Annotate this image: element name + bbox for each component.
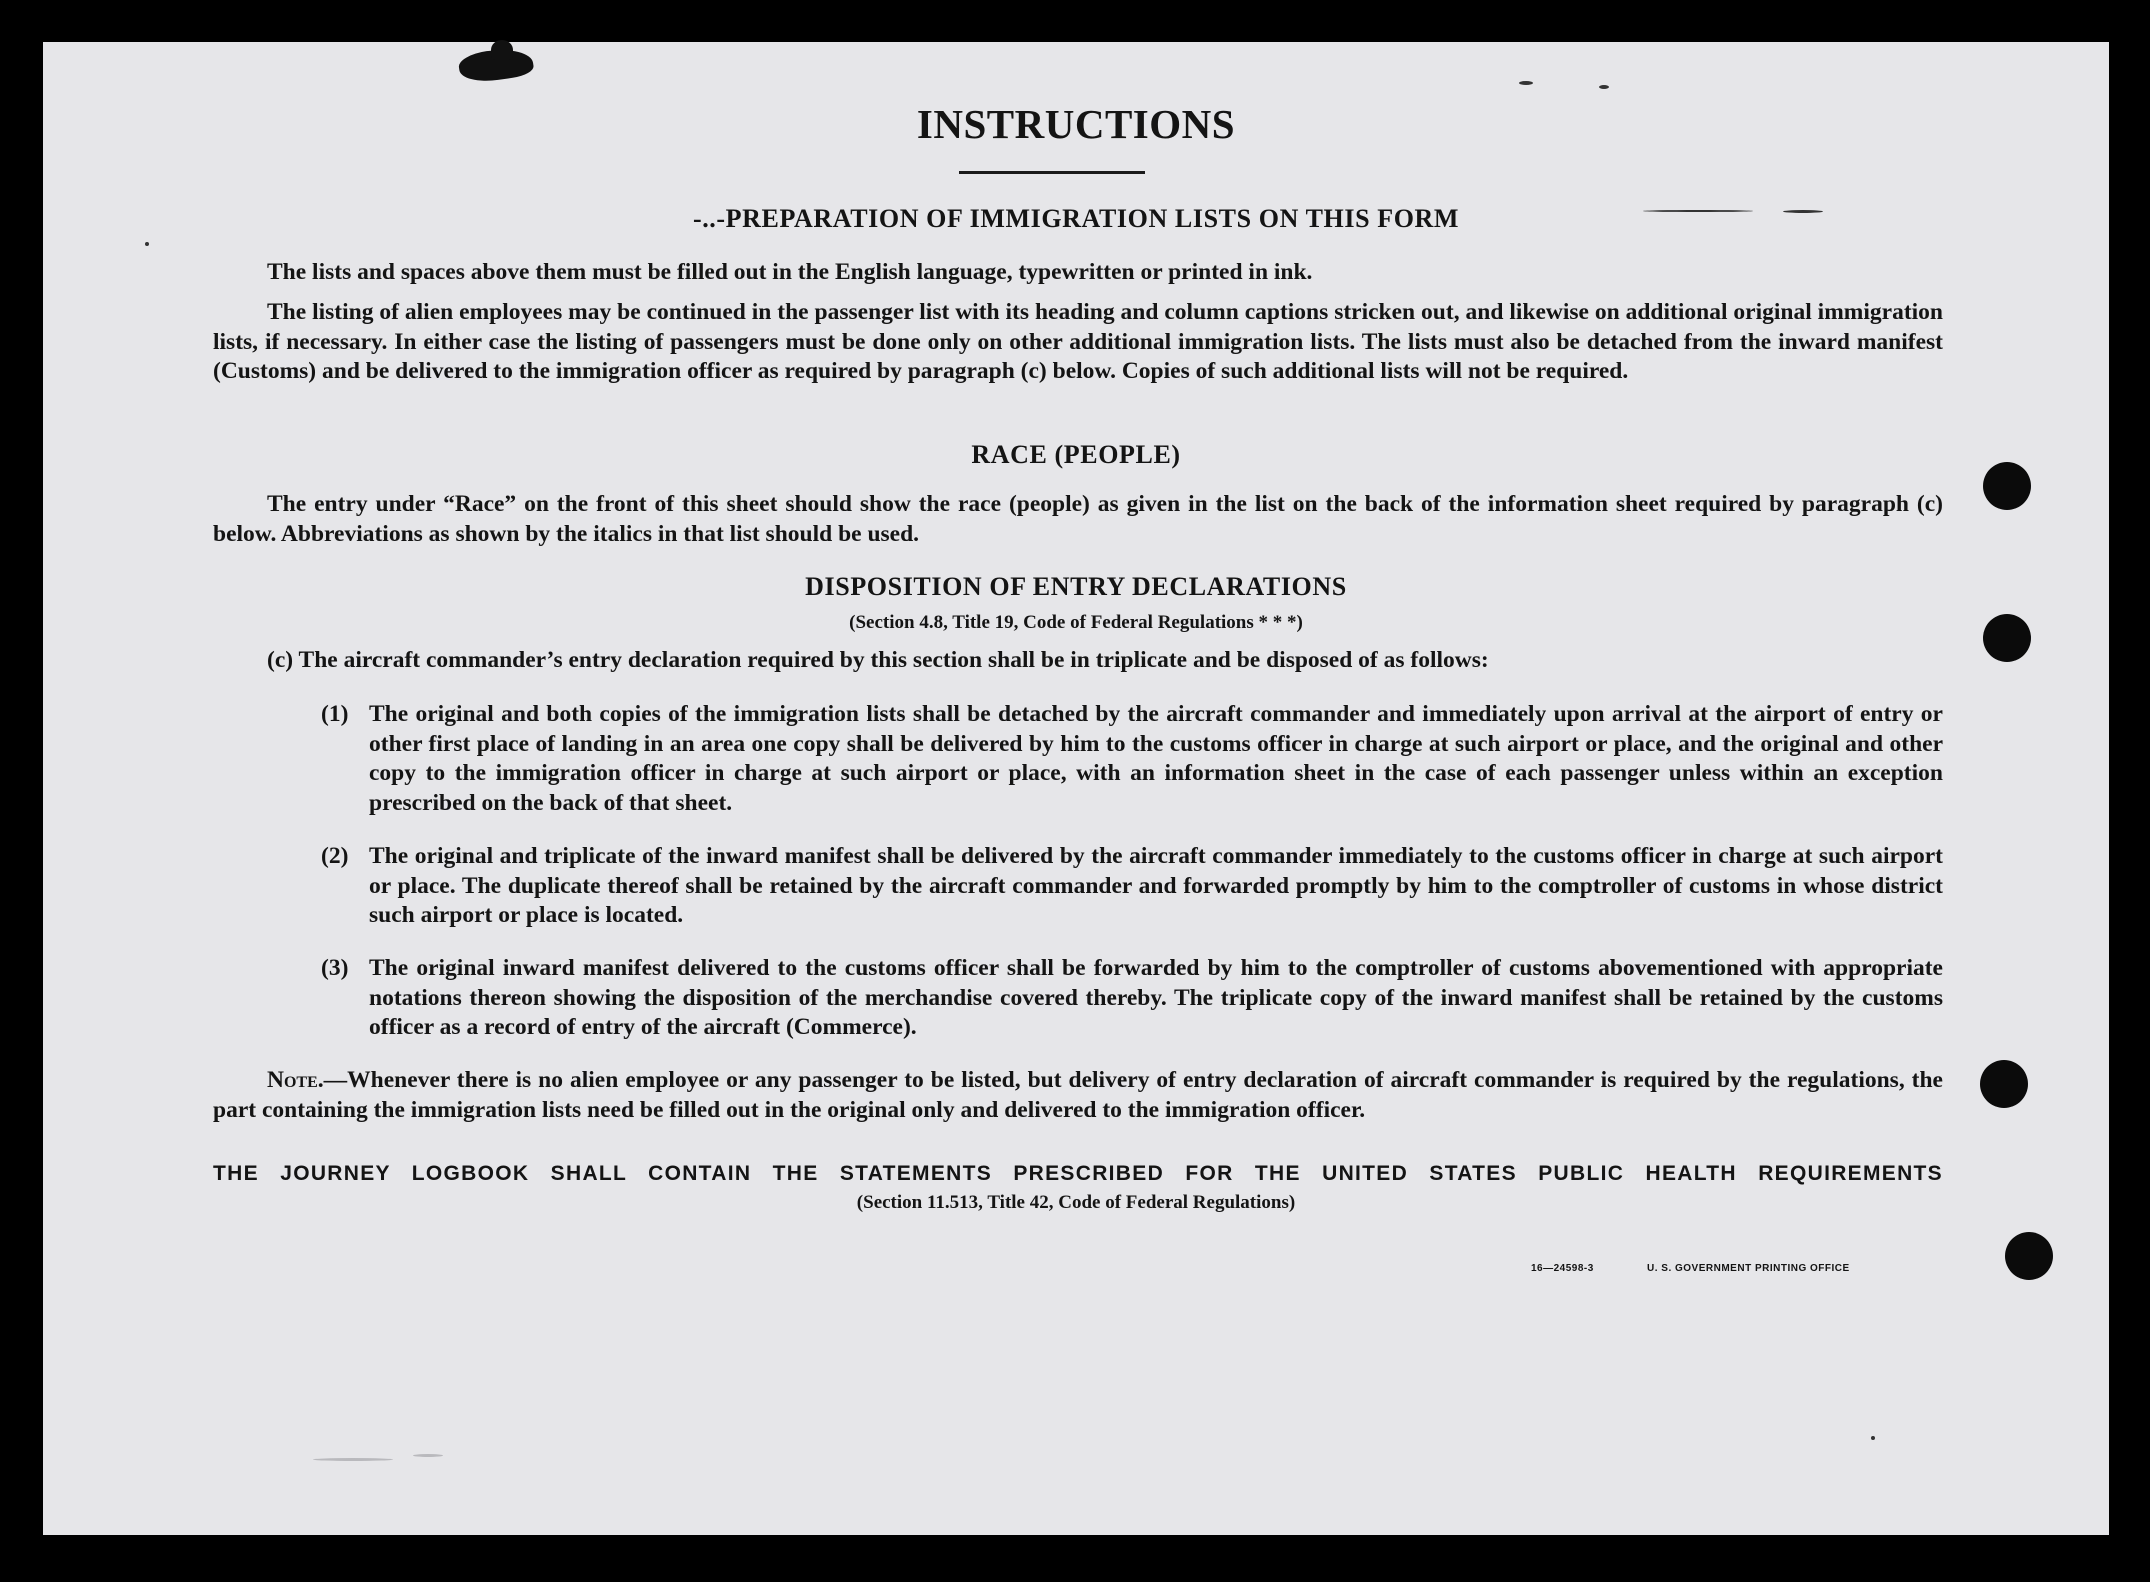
speck — [1599, 85, 1609, 89]
section-heading-race: RACE (PEOPLE) — [971, 440, 1181, 469]
ink-blot-tip — [491, 40, 513, 60]
list-item — [321, 842, 1943, 931]
punch-hole — [2005, 1232, 2053, 1280]
faint-mark — [313, 1458, 393, 1461]
punch-hole — [1983, 462, 2031, 510]
speck — [145, 242, 149, 246]
list-item-number: (3) — [321, 955, 349, 981]
document-page — [43, 42, 2109, 1535]
speck — [1871, 1436, 1875, 1440]
paragraph-preparation-2: The listing of alien employees may be continued in the passenger list with its heading and column captions stricken out, and likewise on additional original immigration lists, if necessary. In either case the listing of passengers must be done only on other additional immigration lists. The lists must also be detached from the inward manifest (Customs) and be delivered to the immigration officer as required by paragraph (c) below. Copies of such additional lists will not be required. — [213, 299, 1943, 384]
paragraph-note — [213, 1066, 1943, 1125]
list-item-text: The original and both copies of the immigration lists shall be detached by the aircraft commander and immediately upon arrival at the airport of entry or other first place of landing in an area one copy shall be delivered by him to the customs officer in charge at such airport or place, and the original and other copy to the immigration officer in charge at such airport or place, with an information sheet in the case of each passenger unless within an exception prescribed on the back of that sheet. — [369, 701, 1943, 816]
list-item-number: (1) — [321, 701, 349, 727]
paragraph-disposition-intro: (c) The aircraft commander’s entry declaration required by this section shall be in triplicate and be disposed of as follows: — [267, 647, 1489, 673]
list-item-text: The original and triplicate of the inward manifest shall be delivered by the aircraft commander immediately to the customs officer in charge at such airport or place. The duplicate thereof shall be retained by the aircraft commander and forwarded promptly by him to the comptroller of customs in whose district such airport or place is located. — [369, 843, 1943, 928]
heading-text: PREPARATION OF IMMIGRATION LISTS ON THIS FORM — [725, 204, 1460, 233]
health-requirements-line: THE JOURNEY LOGBOOK SHALL CONTAIN THE STATEMENTS PRESCRIBED FOR THE UNITED STATES PUBLIC HEALTH REQUIREMENTS — [213, 1162, 1943, 1185]
health-requirements-citation: (Section 11.513, Title 42, Code of Federal Regulations) — [856, 1192, 1296, 1213]
section-citation-disposition: (Section 4.8, Title 19, Code of Federal Regulations * * *) — [849, 612, 1303, 633]
form-number: 16—24598-3 — [1531, 1263, 1594, 1274]
note-label: Note. — [267, 1067, 324, 1093]
list-item-number: (2) — [321, 843, 349, 869]
title-underline — [959, 171, 1145, 174]
section-heading-preparation — [43, 204, 2109, 234]
list-item — [321, 954, 1943, 1043]
page-title: INSTRUCTIONS — [916, 101, 1236, 147]
note-text: —Whenever there is no alien employee or any passenger to be listed, but delivery of entry declaration of aircraft commander is required by the regulations, the part containing the immigration lists need be filled out in the original only and delivered to the immigration officer. — [213, 1067, 1943, 1123]
faint-mark — [413, 1454, 443, 1457]
list-item — [321, 700, 1943, 818]
list-item-text: The original inward manifest delivered to the customs officer shall be forwarded by him to the comptroller of customs abovementioned with appropriate notations thereon showing the disposition of the merchandise covered thereby. The triplicate copy of the inward manifest shall be retained by the customs officer as a record of entry of the aircraft (Commerce). — [369, 955, 1943, 1040]
paragraph-race: The entry under “Race” on the front of this sheet should show the race (people) as given in the list on the back of the information sheet required by paragraph (c) below. Abbreviations as shown by the italics in that list should be used. — [213, 491, 1943, 547]
punch-hole — [1983, 614, 2031, 662]
punch-hole — [1980, 1060, 2028, 1108]
printer-imprint: U. S. GOVERNMENT PRINTING OFFICE — [1647, 1263, 1850, 1274]
paragraph-preparation-1: The lists and spaces above them must be filled out in the English language, typewritten or printed in ink. — [267, 259, 1313, 285]
speck — [1519, 81, 1533, 85]
heading-prefix-marks: -..- — [692, 204, 726, 233]
section-heading-disposition: DISPOSITION OF ENTRY DECLARATIONS — [805, 572, 1347, 601]
